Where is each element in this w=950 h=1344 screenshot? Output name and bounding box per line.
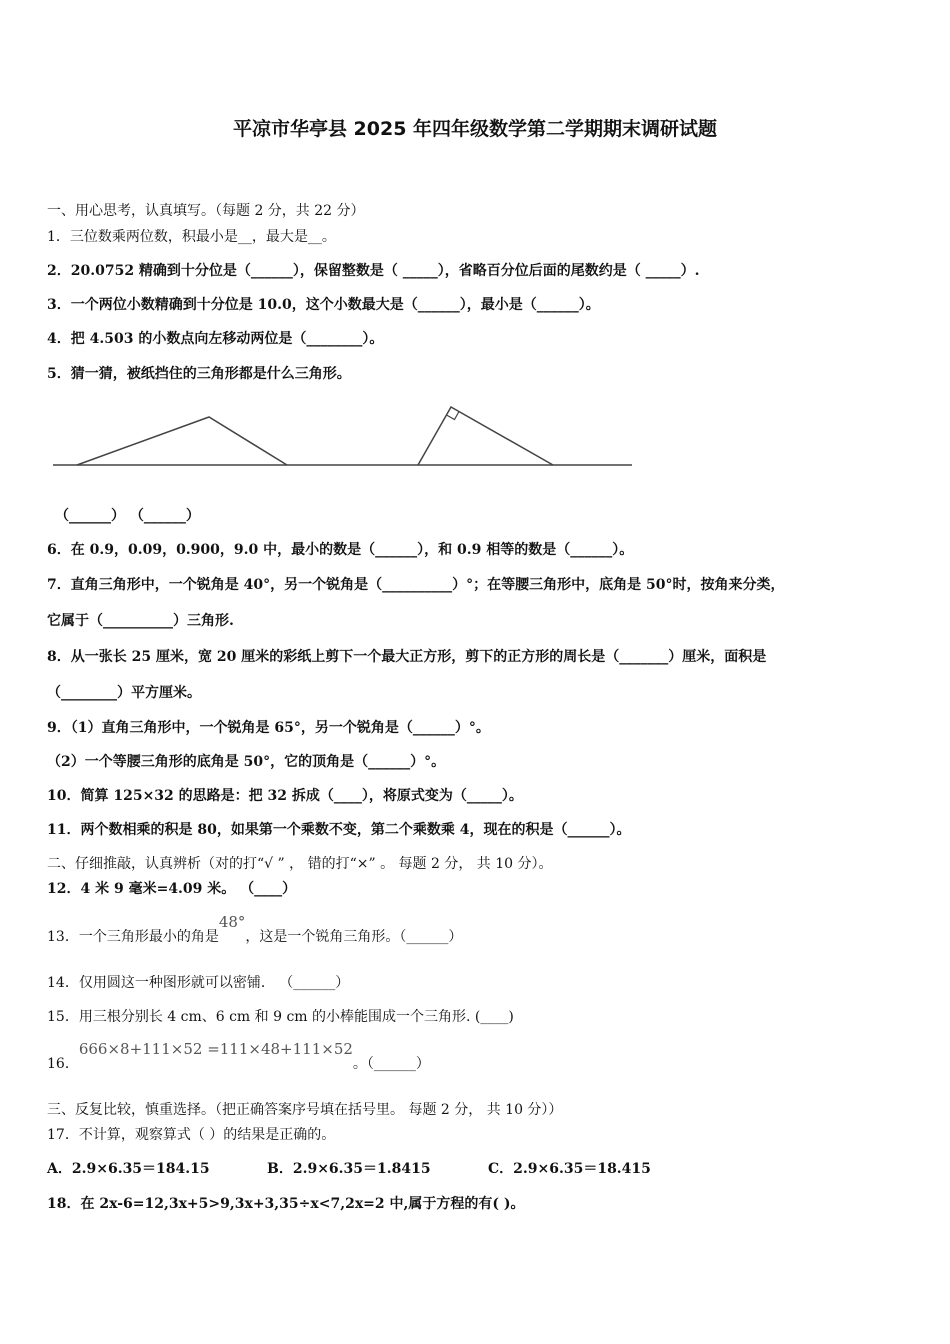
question-15: 15．用三根分别长 4 cm、6 cm 和 9 cm 的小棒能围成一个三角形. (____) (47, 1009, 514, 1025)
question-13-prefix: 13．一个三角形最小的角是 (47, 929, 219, 945)
question-9-part-1: 9．（1）直角三角形中，一个锐角是 65°，另一个锐角是（______）°。 (47, 720, 490, 736)
question-17-option-c: C．2.9×6.35＝18.415 (488, 1161, 651, 1177)
covered-triangles-figure (50, 400, 640, 475)
question-1: 1．三位数乘两位数，积最小是__，最大是__。 (47, 229, 336, 245)
question-8-line-2: （________）平方厘米。 (47, 685, 201, 701)
section-2-header: 二、仔细推敲，认真辨析（对的打“√ ” ， 错的打“×” 。 每题 2 分， 共 10 分）。 (47, 856, 553, 872)
question-5-answers: （______） （______） (55, 508, 200, 524)
question-8-line-1: 8．从一张长 25 厘米，宽 20 厘米的彩纸上剪下一个最大正方形，剪下的正方形的周长是（_______）厘米，面积是 (47, 649, 767, 665)
question-16-suffix: 。（______） (352, 1056, 430, 1072)
question-2: 2．20.0752 精确到十分位是（______），保留整数是（ _____），省略百分位后面的尾数约是（ _____）. (47, 263, 700, 279)
question-16-prefix: 16． (47, 1056, 79, 1072)
question-10: 10．简算 125×32 的思路是：把 32 拆成（____），将原式变为（_____）。 (47, 788, 523, 804)
question-7-line-2: 它属于（__________）三角形. (47, 613, 234, 629)
question-12: 12．4 米 9 毫米=4.09 米。 （____） (47, 881, 297, 897)
right-triangle-partial (418, 407, 553, 465)
question-5: 5．猜一猜，被纸挡住的三角形都是什么三角形。 (47, 366, 351, 382)
question-18: 18．在 2x-6=12,3x+5>9,3x+3,35÷x<7,2x=2 中,属于方程的有( )。 (47, 1196, 525, 1212)
obtuse-triangle-partial (77, 417, 287, 465)
question-3: 3．一个两位小数精确到十分位是 10.0，这个小数最大是（______），最小是（______）。 (47, 297, 600, 313)
question-4: 4．把 4.503 的小数点向左移动两位是（________）。 (47, 331, 384, 347)
page-title: 平凉市华亭县 2025 年四年级数学第二学期期末调研试题 (232, 118, 718, 140)
question-13-suffix: ，这是一个锐角三角形。（______） (245, 929, 463, 945)
question-16-expression: 666×8+111×52 =111×48+111×52 (78, 1040, 353, 1058)
question-17-option-b: B．2.9×6.35＝1.8415 (267, 1161, 431, 1177)
question-13 (47, 913, 463, 946)
question-14: 14．仅用圆这一种图形就可以密铺． （______） (47, 975, 350, 991)
section-1-header: 一、用心思考，认真填写。（每题 2 分，共 22 分） (47, 203, 365, 219)
question-17-option-a: A．2.9×6.35＝184.15 (47, 1161, 210, 1177)
question-11: 11．两个数相乘的积是 80，如果第一个乘数不变，第二个乘数乘 4，现在的积是（______）。 (47, 822, 631, 838)
question-16 (47, 1040, 430, 1073)
question-9-part-2: （2）一个等腰三角形的底角是 50°，它的顶角是（______）°。 (47, 754, 446, 770)
angle-48-degrees: 48° (218, 913, 246, 931)
question-17: 17．不计算，观察算式（ ）的结果是正确的。 (47, 1127, 336, 1143)
question-6: 6．在 0.9，0.09，0.900，9.0 中，最小的数是（______），和 0.9 相等的数是（______）。 (47, 542, 634, 558)
section-3-header: 三、反复比较，慎重选择。（把正确答案序号填在括号里。 每题 2 分， 共 10 分）） (47, 1102, 563, 1118)
question-7-line-1: 7．直角三角形中，一个锐角是 40°，另一个锐角是（__________）°；在等腰三角形中，底角是 50°时，按角来分类， (47, 577, 785, 593)
